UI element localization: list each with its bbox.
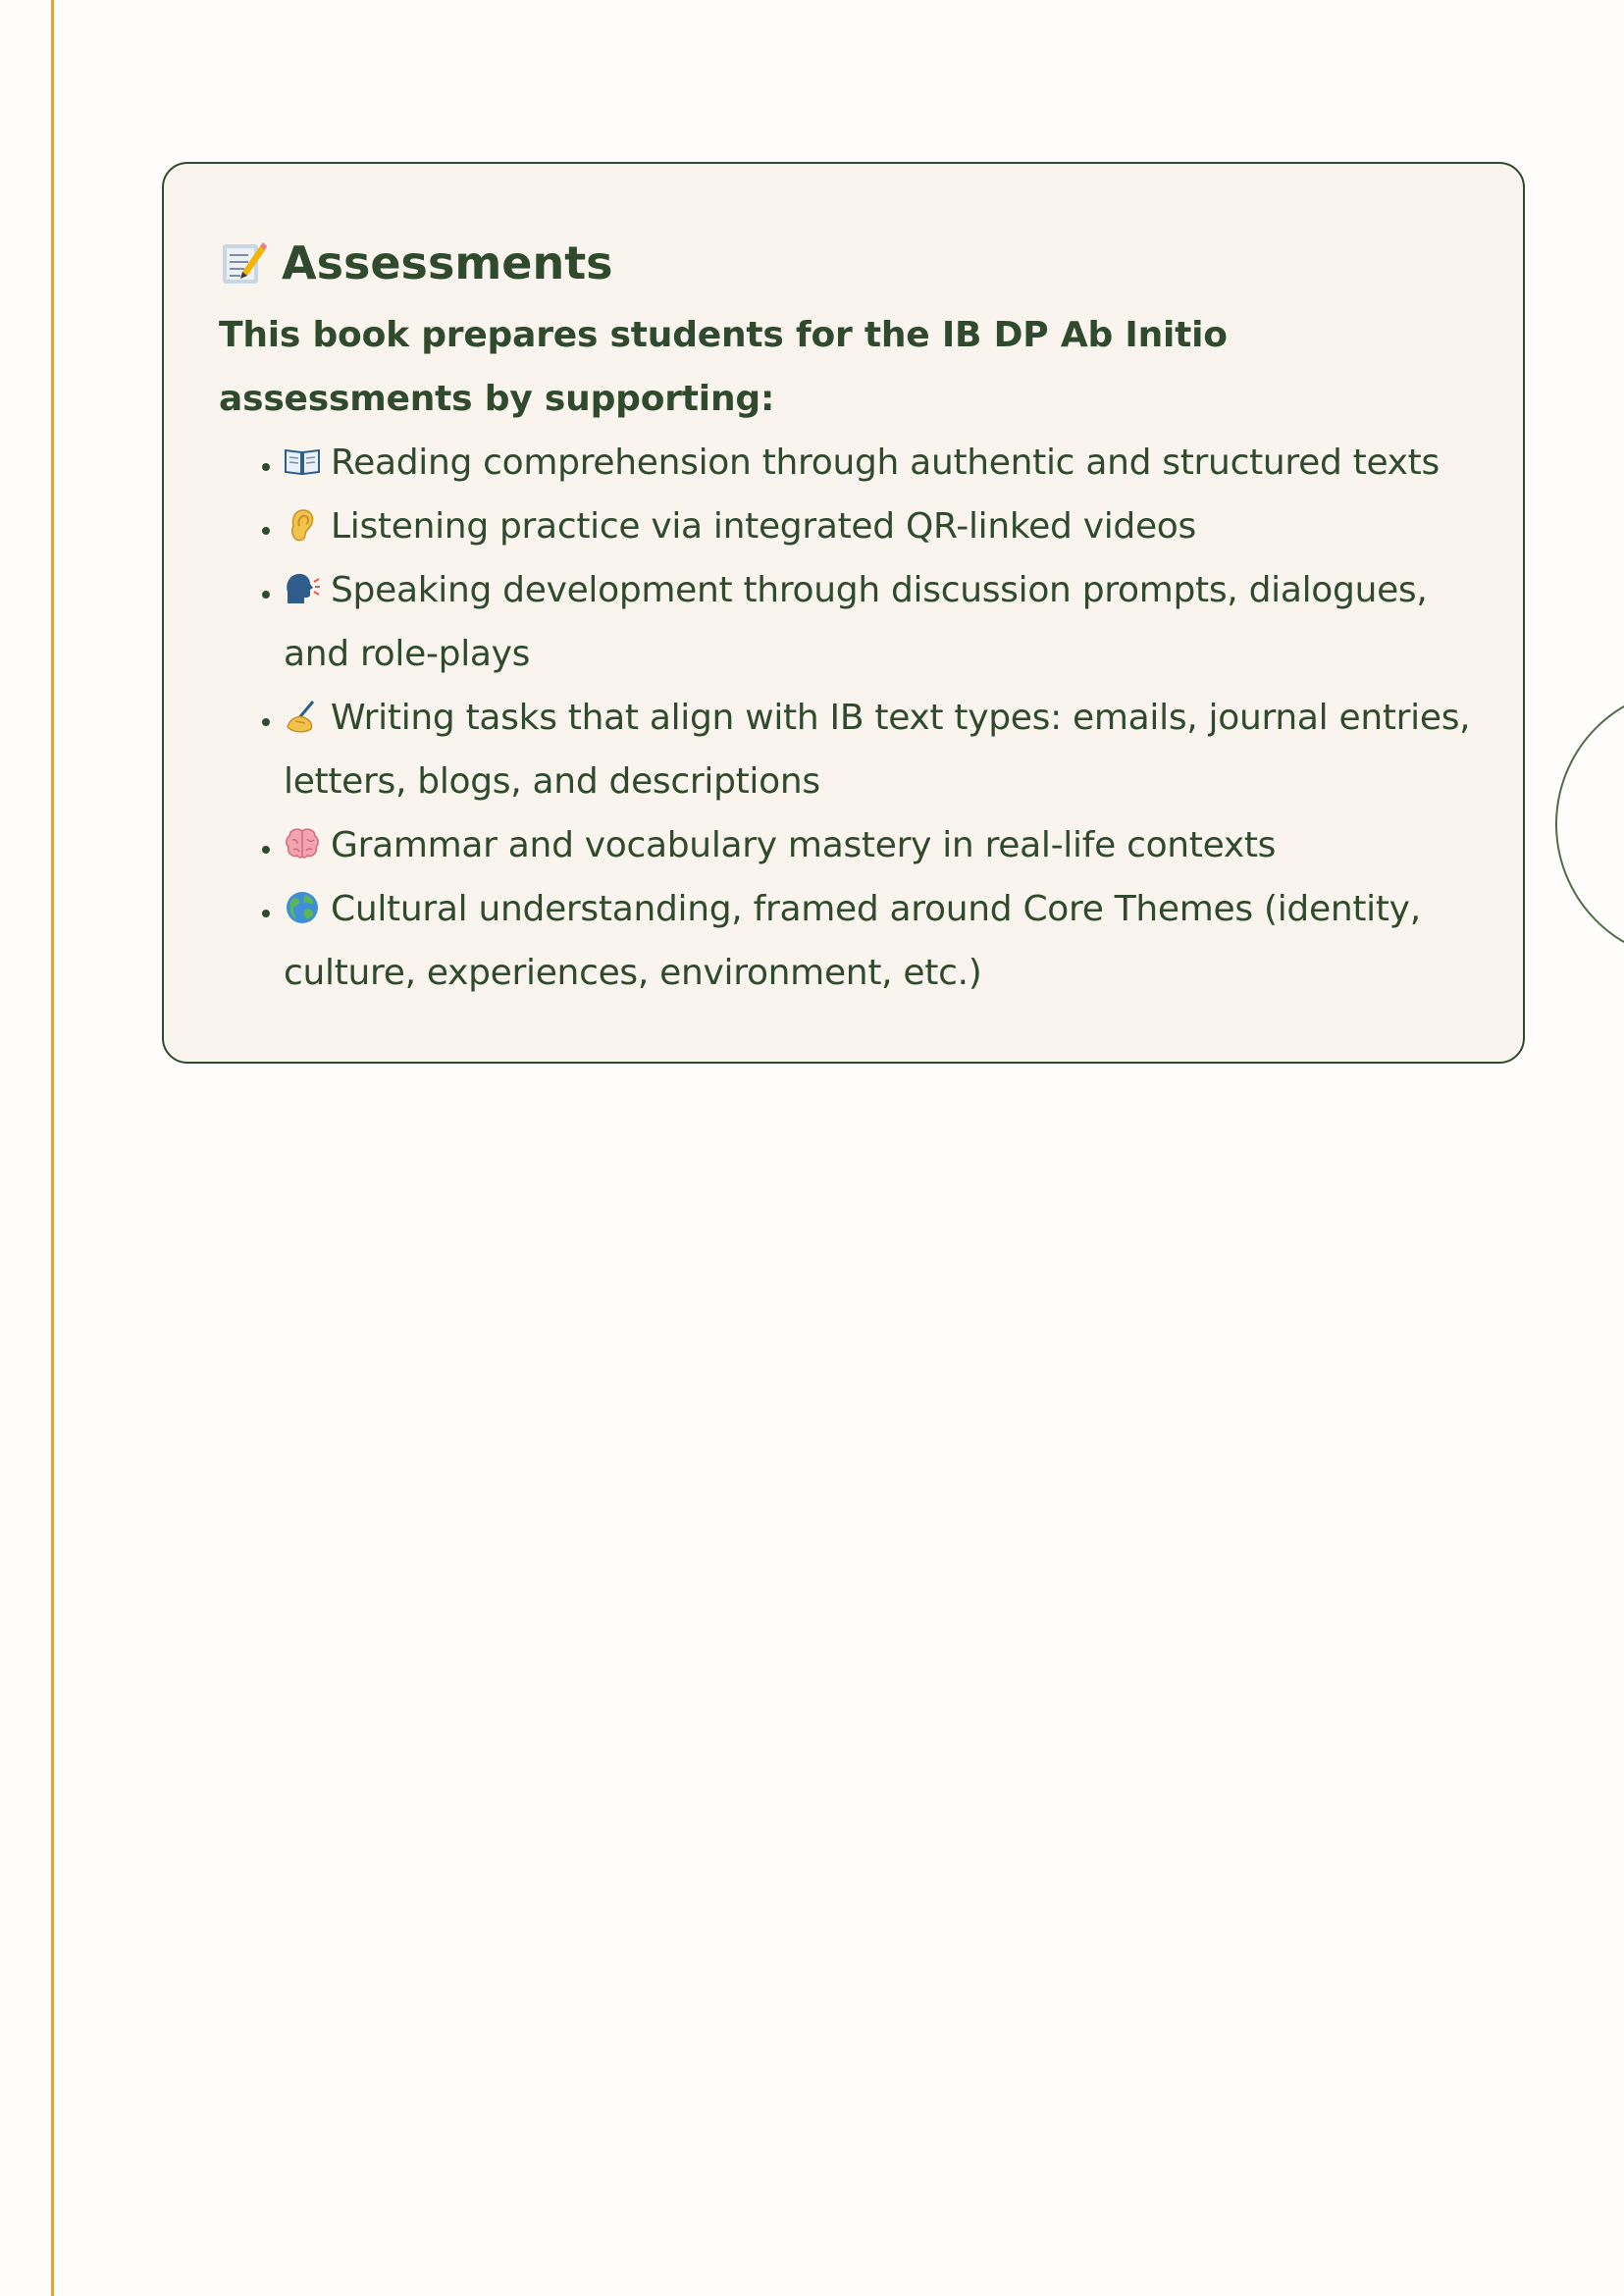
speaking-head-icon [284, 570, 321, 607]
list-item [284, 431, 1484, 495]
globe-icon [284, 889, 321, 926]
decorative-circle [1555, 687, 1624, 962]
section-title: Assessments [282, 236, 613, 289]
intro-text: This book prepares students for the IB DP Ab Initio assessments by supporting: [219, 315, 1228, 419]
writing-hand-icon [284, 698, 321, 735]
list-item [284, 877, 1484, 1005]
assessments-card [162, 162, 1525, 1064]
list-item-text: Writing tasks that align with IB text types: emails, journal entries, letters, blogs, and descriptions [284, 698, 1471, 802]
open-book-icon [284, 443, 321, 480]
page-margin-rule [51, 0, 54, 2296]
skills-list [219, 431, 1484, 1005]
list-item-text: Listening practice via integrated QR-linked videos [331, 506, 1196, 547]
list-item-text: Grammar and vocabulary mastery in real-life contexts [331, 825, 1277, 865]
list-item [284, 558, 1484, 686]
list-item [284, 686, 1484, 813]
memo-icon [219, 238, 268, 287]
list-item-text: Speaking development through discussion prompts, dialogues, and role-plays [284, 570, 1428, 674]
list-item-text: Reading comprehension through authentic and structured texts [331, 443, 1440, 483]
brain-icon [284, 825, 321, 862]
list-item [284, 813, 1484, 877]
list-item [284, 495, 1484, 558]
ear-icon [284, 506, 321, 544]
list-item-text: Cultural understanding, framed around Core Themes (identity, culture, experiences, environment, etc.) [284, 889, 1421, 993]
section-heading [219, 233, 1484, 293]
